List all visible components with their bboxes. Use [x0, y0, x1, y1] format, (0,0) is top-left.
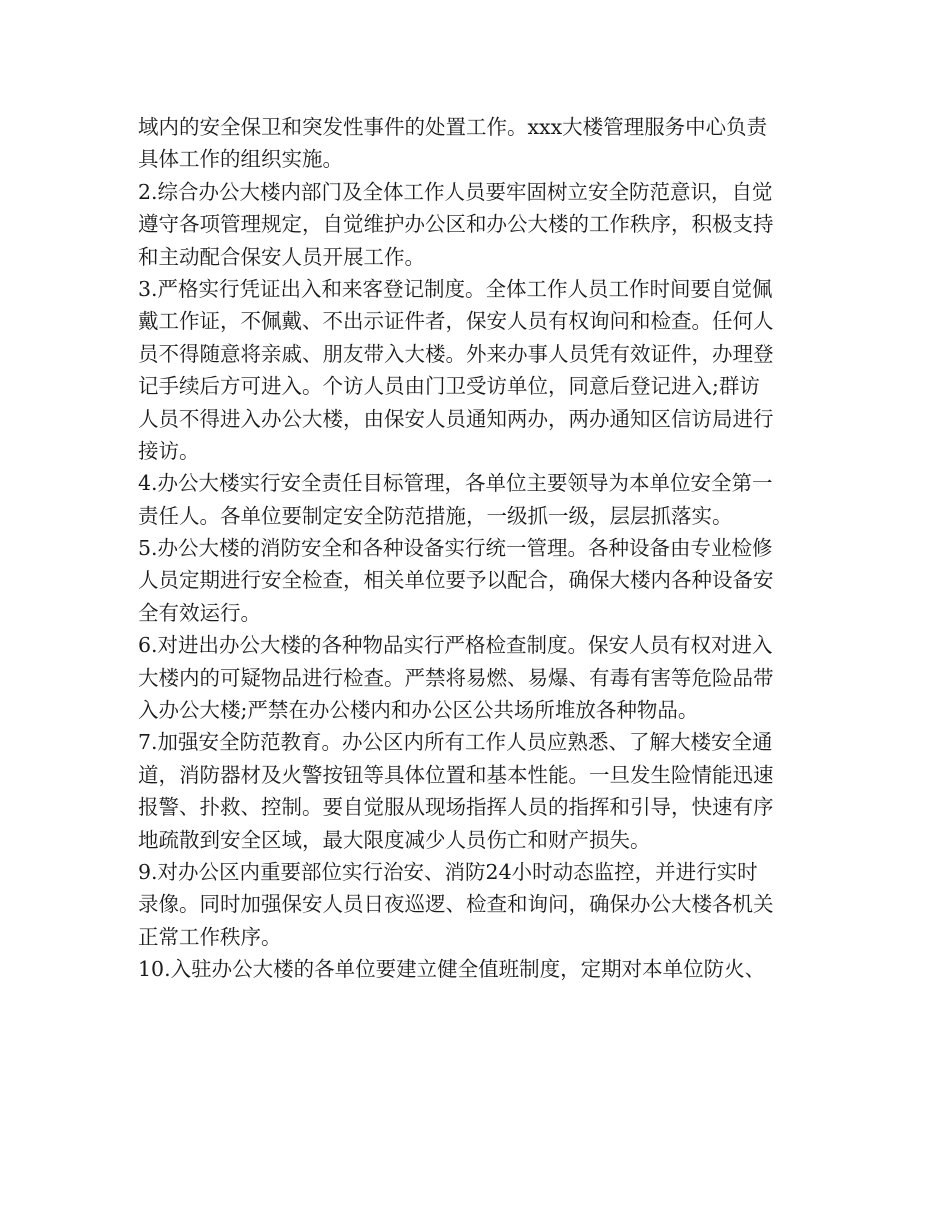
text-line: 人员定期进行安全检查，相关单位要予以配合，确保大楼内各种设备安	[138, 568, 774, 593]
text-line: 全有效运行。	[138, 600, 261, 625]
text-line: 报警、扑救、控制。要自觉服从现场指挥人员的指挥和引导，快速有序	[138, 795, 774, 820]
text-line: 10.入驻办公大楼的各单位要建立健全值班制度，定期对本单位防火、	[138, 957, 766, 982]
text-line: 接访。	[138, 438, 200, 463]
document-body	[138, 111, 818, 986]
text-line: 地疏散到安全区域，最大限度减少人员伤亡和财产损失。	[138, 827, 651, 852]
text-line: 录像。同时加强保安人员日夜巡逻、检查和询问，确保办公大楼各机关	[138, 892, 774, 917]
text-line: 员不得随意将亲戚、朋友带入大楼。外来办事人员凭有效证件，办理登	[138, 341, 774, 366]
text-line: 记手续后方可进入。个访人员由门卫受访单位，同意后登记进入;群访	[138, 374, 760, 399]
text-line: 和主动配合保安人员开展工作。	[138, 244, 425, 269]
text-line: 遵守各项管理规定，自觉维护办公区和办公大楼的工作秩序，积极支持	[138, 212, 774, 237]
text-line: 3.严格实行凭证出入和来客登记制度。全体工作人员工作时间要自觉佩	[138, 276, 773, 301]
text-line: 7.加强安全防范教育。办公区内所有工作人员应熟悉、了解大楼安全通	[138, 730, 773, 755]
text-line: 责任人。各单位要制定安全防范措施，一级抓一级，层层抓落实。	[138, 503, 733, 528]
text-line: 具体工作的组织实施。	[138, 147, 343, 172]
text-line: 5.办公大楼的消防安全和各种设备实行统一管理。各种设备由专业检修	[138, 536, 773, 561]
text-line: 域内的安全保卫和突发性事件的处置工作。xxx大楼管理服务中心负责	[138, 115, 768, 139]
text-line: 大楼内的可疑物品进行检查。严禁将易燃、易爆、有毒有害等危险品带	[138, 665, 774, 690]
text-line: 正常工作秩序。	[138, 924, 282, 949]
text-line: 人员不得进入办公大楼，由保安人员通知两办，两办通知区信访局进行	[138, 406, 774, 431]
text-line: 6.对进出办公大楼的各种物品实行严格检查制度。保安人员有权对进入	[138, 633, 773, 658]
text-line: 4.办公大楼实行安全责任目标管理，各单位主要领导为本单位安全第一	[138, 471, 773, 496]
text-line: 入办公大楼;严禁在办公楼内和办公区公共场所堆放各种物品。	[138, 698, 699, 723]
text-line: 9.对办公区内重要部位实行治安、消防24小时动态监控，并进行实时	[138, 859, 758, 884]
text-line: 戴工作证，不佩戴、不出示证件者，保安人员有权询问和检查。任何人	[138, 309, 774, 334]
text-line: 道，消防器材及火警按钮等具体位置和基本性能。一旦发生险情能迅速	[138, 762, 774, 787]
text-line: 2.综合办公大楼内部门及全体工作人员要牢固树立安全防范意识，自觉	[138, 179, 773, 204]
